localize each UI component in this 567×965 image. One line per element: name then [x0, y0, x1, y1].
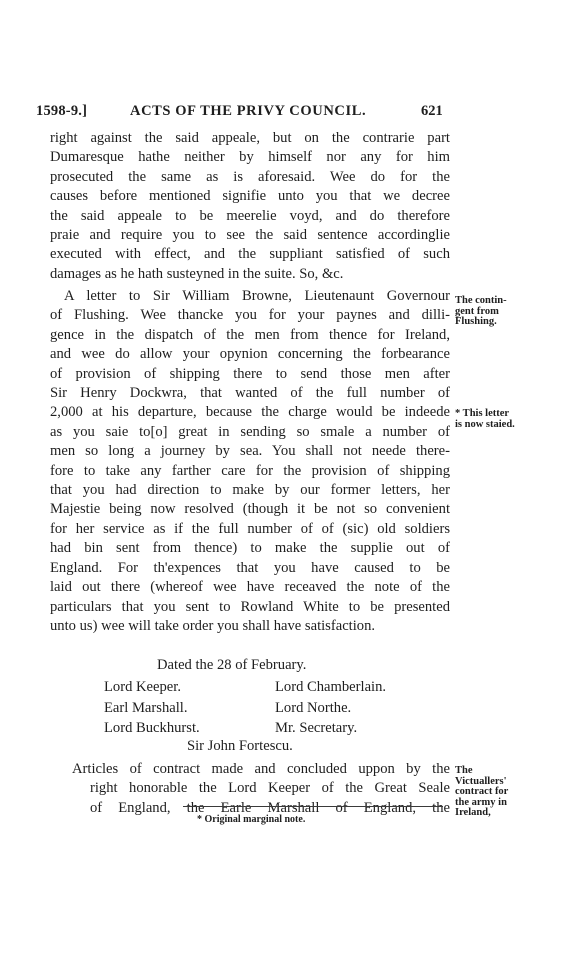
text-line: the said appeale to be meerelie voyd, and do therefore: [50, 207, 450, 224]
signatory: Lord Northe.: [275, 699, 352, 716]
text-line: Majestie being now resolved (though it be not so convenient: [50, 501, 450, 518]
text-line: damages as he hath susteyned in the suite. So, &c.: [50, 265, 344, 282]
text-line: for her service as if the full number of of (sic) old soldiers: [50, 520, 450, 537]
text-line: Sir Henry Dockwra, that wanted of the full number of: [50, 385, 450, 402]
dated-line: Dated the 28 of February.: [157, 657, 307, 673]
text-line: prosecuted the same as is aforesaid. Wee do for the: [50, 168, 450, 185]
text-line: A letter to Sir William Browne, Lieutenaunt Governour: [64, 288, 450, 304]
text-line: of Flushing. Wee thancke you for your paynes and dilli-: [50, 307, 450, 324]
signatory: Earl Marshall.: [104, 699, 188, 716]
text-line: laid out there (whereof wee have receaved the note of the: [50, 579, 450, 596]
text-line: praie and require you to see the said sentence accordinglie: [50, 227, 450, 244]
text-line: particulars that you sent to Rowland White to be presented: [50, 598, 450, 615]
margin-note-line: the army in: [455, 796, 507, 808]
margin-note-staied: [455, 409, 515, 430]
text-line: as you saie to[o] great in sending so smale a number of: [50, 423, 450, 440]
text-line: executed with effect, and the suppliant satisfied of such: [50, 246, 450, 263]
text-line: men so long a journey by sea. You shall not neede there-: [50, 443, 450, 460]
margin-note-line: The: [455, 765, 473, 776]
text-line: fore to take any farther care for the provision of shipping: [50, 462, 450, 479]
signatory: Lord Keeper.: [104, 679, 181, 695]
text-line: right honorable the Lord Keeper of the Great Seale: [90, 780, 450, 797]
paragraph-letter-browne: [50, 287, 450, 636]
signatories: [104, 677, 386, 739]
margin-note-line: * This letter: [455, 408, 510, 419]
footnote-rule: [183, 806, 443, 807]
text-line: 2,000 at his departure, because the charge would be indeede: [50, 404, 450, 421]
text-line: gence in the dispatch of the men from thence for Ireland,: [50, 326, 450, 343]
text-line: and wee do allow your opynion concerning the forbearance: [50, 346, 450, 363]
text-line: causes before mentioned signifie unto you that we decree: [50, 188, 450, 205]
margin-note-line: is now staied.: [455, 418, 515, 430]
signatory-row: [104, 718, 386, 739]
margin-note-line: gent from: [455, 305, 499, 317]
running-title: ACTS OF THE PRIVY COUNCIL.: [130, 103, 367, 119]
text-line: unto us) wee will take order you shall have satisfaction.: [50, 617, 376, 634]
margin-note-line: Flushing.: [455, 316, 497, 328]
paragraph-articles: [72, 760, 450, 818]
margin-note-line: The contin-: [455, 295, 507, 306]
signatory-row: [104, 677, 386, 698]
text-line: Articles of contract made and concluded uppon by the: [72, 761, 450, 777]
margin-note-flushing: [455, 296, 507, 328]
text-line: that you had direction to make by our former letters, her: [50, 482, 450, 499]
margin-note-victuallers: [455, 766, 508, 819]
text-line: Dumaresque hathe neither by himself nor any for him: [50, 149, 450, 166]
signatory: Lord Chamberlain.: [275, 679, 387, 695]
signatory: Lord Buckhurst.: [104, 720, 200, 736]
paragraph-appeal: [50, 129, 450, 284]
signatory: Sir John Fortescu.: [187, 738, 293, 754]
margin-note-line: Victuallers': [455, 775, 507, 787]
text-line: had bin sent from thence) to make the supplie out of: [50, 540, 450, 557]
footnote: * Original marginal note.: [197, 814, 306, 825]
header-year: 1598-9.]: [36, 103, 88, 119]
text-line: England. For th'expences that you have caused to be: [50, 559, 450, 576]
signatory-row: [104, 698, 386, 719]
text-line: of England, the Earle Marshall of England, the: [90, 799, 450, 816]
signatory: Mr. Secretary.: [275, 720, 358, 736]
margin-note-line: Ireland,: [455, 807, 491, 819]
text-line: of provision of shipping there to send those men after: [50, 365, 450, 382]
page-number: 621: [421, 103, 443, 119]
text-line: right against the said appeale, but on the contrarie part: [50, 130, 450, 146]
margin-note-line: contract for: [455, 786, 509, 798]
